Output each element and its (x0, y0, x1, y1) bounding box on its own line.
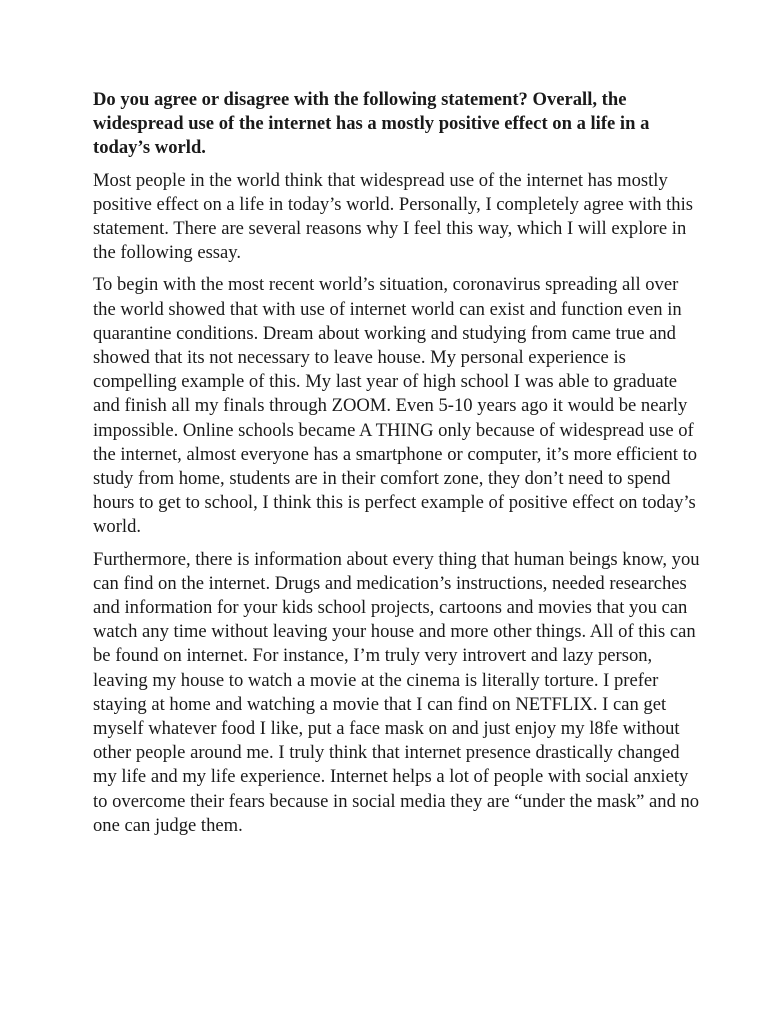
essay-prompt: Do you agree or disagree with the following statement? Overall, the widespread use of the internet has a mostly positive effect on a life in a today’s world. (93, 89, 650, 159)
document-body (93, 88, 705, 846)
essay-paragraph-body-1: To begin with the most recent world’s situation, coronavirus spreading all over the world showed that with use of internet world can exist and function even in quarantine conditions. Dream about working and studying from came true and showed that its not necessary to leave house. My personal experience is compelling example of this. My last year of high school I was able to graduate and finish all my finals through ZOOM. Even 5-10 years ago it would be nearly impossible. Online schools became A THING only because of widespread use of the internet, almost everyone has a smartphone or computer, it’s more efficient to study from home, students are in their comfort zone, they don’t need to spend hours to get to school, I think this is perfect example of positive effect on today’s world. (93, 274, 698, 538)
essay-paragraph-body-2: Furthermore, there is information about every thing that human beings know, you can find on the internet. Drugs and medication’s instructions, needed researches and information for your kids school projects, cartoons and movies that you can watch any time without leaving your house and more other things. All of this can be found on internet. For instance, I’m truly very introvert and lazy person, leaving my house to watch a movie at the cinema is literally torture. I prefer staying at home and watching a movie that I can find on NETFLIX. I can get myself whatever food I like, put a face mask on and just enjoy my l8fe without other people around me. I truly think that internet presence drastically changed my life and my life experience. Internet helps a lot of people with social anxiety to overcome their fears because in social media they are “under the mask” and no one can judge them. (93, 548, 700, 836)
essay-paragraph-intro: Most people in the world think that widespread use of the internet has mostly positive effect on a life in today’s world. Personally, I completely agree with this statement. There are several reasons why I feel this way, which I will explore in the following essay. (93, 169, 694, 264)
